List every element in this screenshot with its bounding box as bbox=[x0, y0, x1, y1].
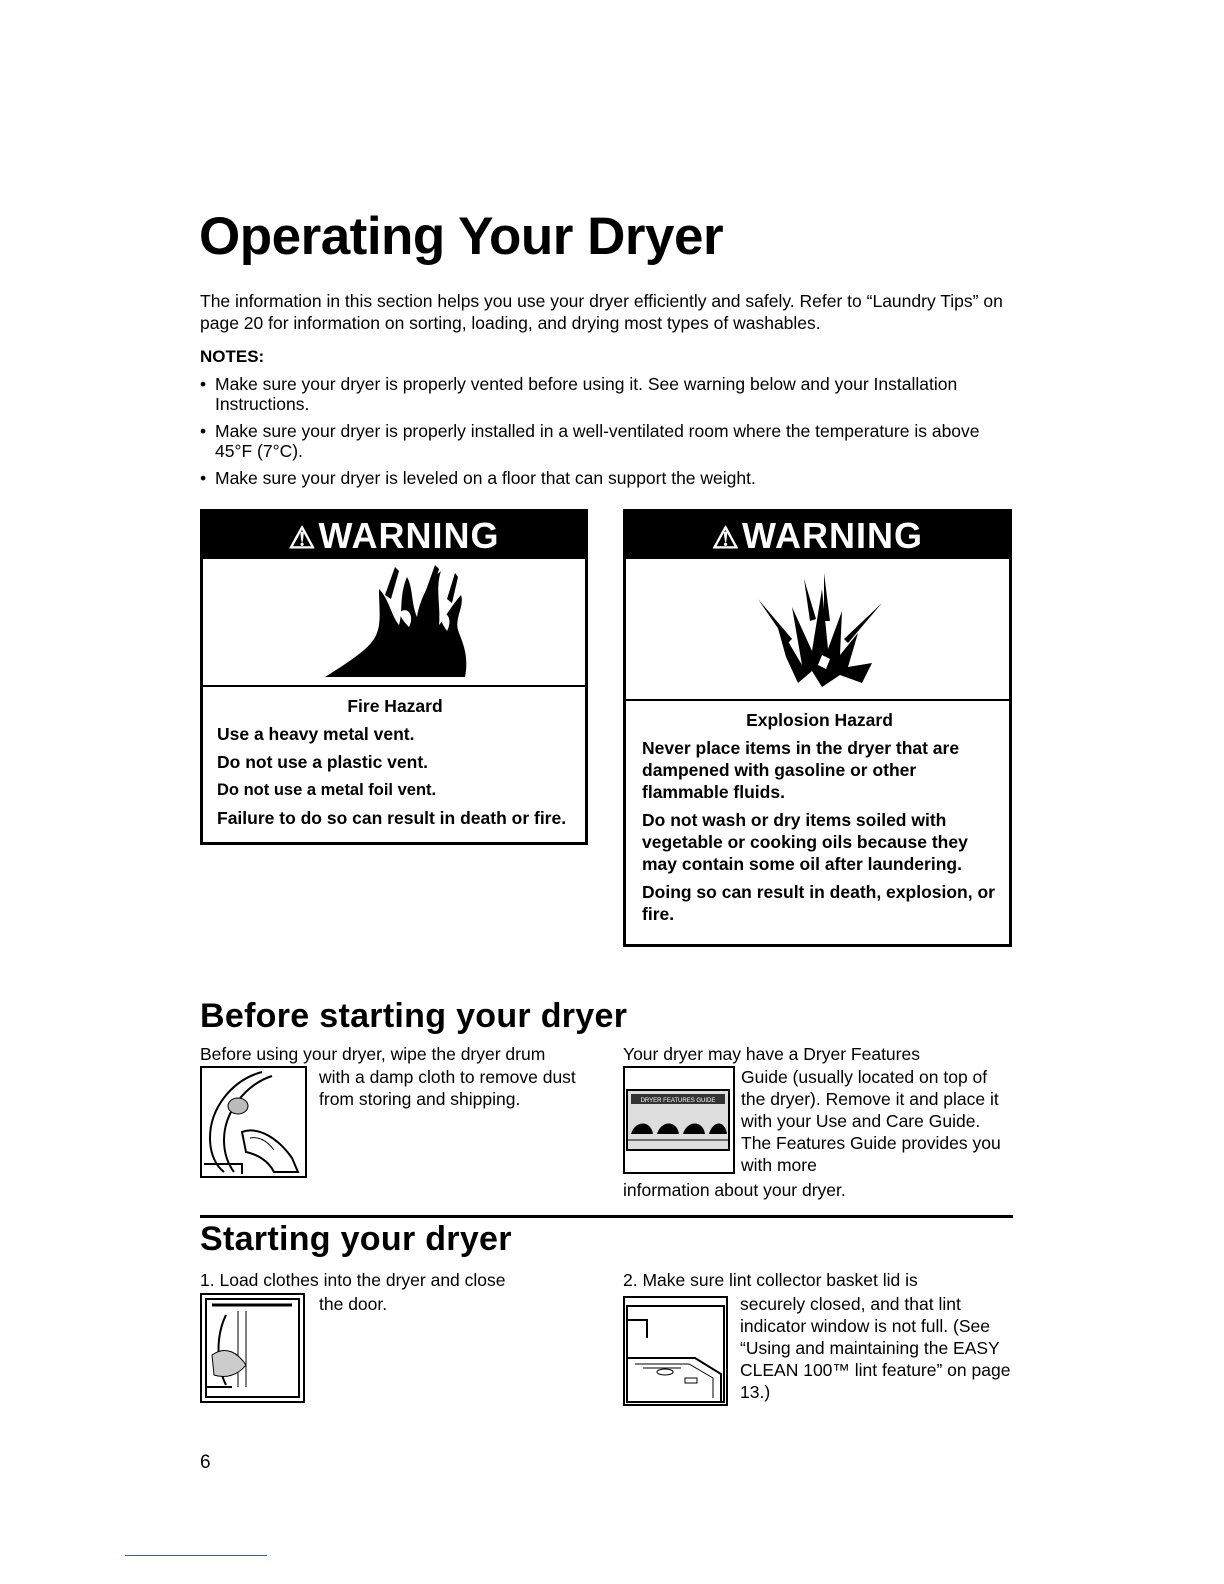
features-guide-illustration bbox=[623, 1066, 735, 1174]
footer-rule bbox=[125, 1555, 267, 1556]
step2-first: 2. Make sure lint collector basket lid is bbox=[623, 1270, 918, 1290]
step1-first: 1. Load clothes into the dryer and close bbox=[200, 1270, 506, 1290]
features-guide-icon bbox=[625, 1068, 733, 1172]
wipe-drum-illustration bbox=[200, 1066, 307, 1178]
page-number: 6 bbox=[200, 1452, 211, 1473]
before-starting-heading: Before starting your dryer bbox=[200, 997, 628, 1035]
warning-banner: ⚠WARNING bbox=[203, 512, 585, 559]
note-item: • Make sure your dryer is properly vented before using it. See warning below and your Installation Instructions. bbox=[200, 374, 1020, 414]
starting-heading: Starting your dryer bbox=[200, 1220, 512, 1258]
dryer-door-icon bbox=[202, 1295, 303, 1401]
fire-icon bbox=[203, 559, 585, 687]
before-right-first: Your dryer may have a Dryer Features bbox=[623, 1044, 920, 1064]
warning-triangle-icon: ⚠ bbox=[288, 522, 317, 555]
warning-line: Do not use a plastic vent. bbox=[217, 752, 429, 772]
explosion-icon bbox=[626, 559, 1009, 701]
warning-line: Do not wash or dry items soiled with vegetable or cooking oils because they may contain some oil after laundering. bbox=[642, 810, 968, 874]
before-left-rest: with a damp cloth to remove dust from storing and shipping. bbox=[319, 1067, 576, 1109]
warning-banner: ⚠WARNING bbox=[626, 512, 1009, 559]
fire-warning-text bbox=[203, 687, 585, 843]
before-right-rest: Guide (usually located on top of the dryer). Remove it and place it with your Use and Care Guide. The Features Guide provides you with more bbox=[741, 1067, 1001, 1175]
warning-line: Failure to do so can result in death or fire. bbox=[217, 808, 567, 828]
load-clothes-illustration bbox=[200, 1293, 305, 1403]
lint-collector-illustration bbox=[623, 1296, 728, 1406]
page-title: Operating Your Dryer bbox=[199, 207, 724, 266]
step2-rest: securely closed, and that lint indicator window is not full. (See “Using and maintaining the EASY CLEAN 100™ lint feature” on page 13.) bbox=[740, 1294, 1011, 1402]
before-left-first: Before using your dryer, wipe the dryer drum bbox=[200, 1044, 546, 1064]
guide-label: DRYER FEATURES GUIDE bbox=[640, 1098, 716, 1104]
dryer-drum-icon bbox=[202, 1068, 305, 1176]
hazard-title: Fire Hazard bbox=[347, 696, 443, 716]
step-number: 1. bbox=[200, 1270, 215, 1290]
explosion-icon-graphic bbox=[626, 559, 1009, 697]
fire-icon-graphic bbox=[203, 559, 585, 683]
warning-line: Doing so can result in death, explosion, or fire. bbox=[642, 882, 995, 924]
warning-line: Do not use a metal foil vent. bbox=[217, 781, 437, 799]
intro-paragraph: The information in this section helps you use your dryer efficiently and safely. Refer to “Laundry Tips” on page 20 for information on sorting, loading, and drying most types of washables. bbox=[200, 291, 1003, 333]
warning-triangle-icon: ⚠ bbox=[712, 522, 740, 555]
explosion-warning-box bbox=[623, 509, 1012, 947]
note-item: • Make sure your dryer is properly installed in a well-ventilated room where the temperature is above 45°F (7°C). bbox=[200, 421, 1020, 461]
before-right-last: information about your dryer. bbox=[623, 1180, 846, 1200]
step1-rest: the door. bbox=[319, 1294, 388, 1314]
lint-collector-icon bbox=[625, 1298, 726, 1404]
section-divider bbox=[200, 1215, 1013, 1218]
warning-line: Never place items in the dryer that are dampened with gasoline or other flammable fluids. bbox=[642, 738, 960, 802]
warning-line: Use a heavy metal vent. bbox=[217, 724, 415, 744]
explosion-warning-text bbox=[626, 701, 1009, 939]
note-item: • Make sure your dryer is leveled on a floor that can support the weight. bbox=[200, 468, 1020, 488]
notes-list bbox=[200, 374, 1020, 495]
fire-warning-box bbox=[200, 509, 588, 845]
step-number: 2. bbox=[623, 1270, 638, 1290]
notes-heading: NOTES: bbox=[200, 347, 265, 366]
hazard-title: Explosion Hazard bbox=[746, 710, 893, 730]
